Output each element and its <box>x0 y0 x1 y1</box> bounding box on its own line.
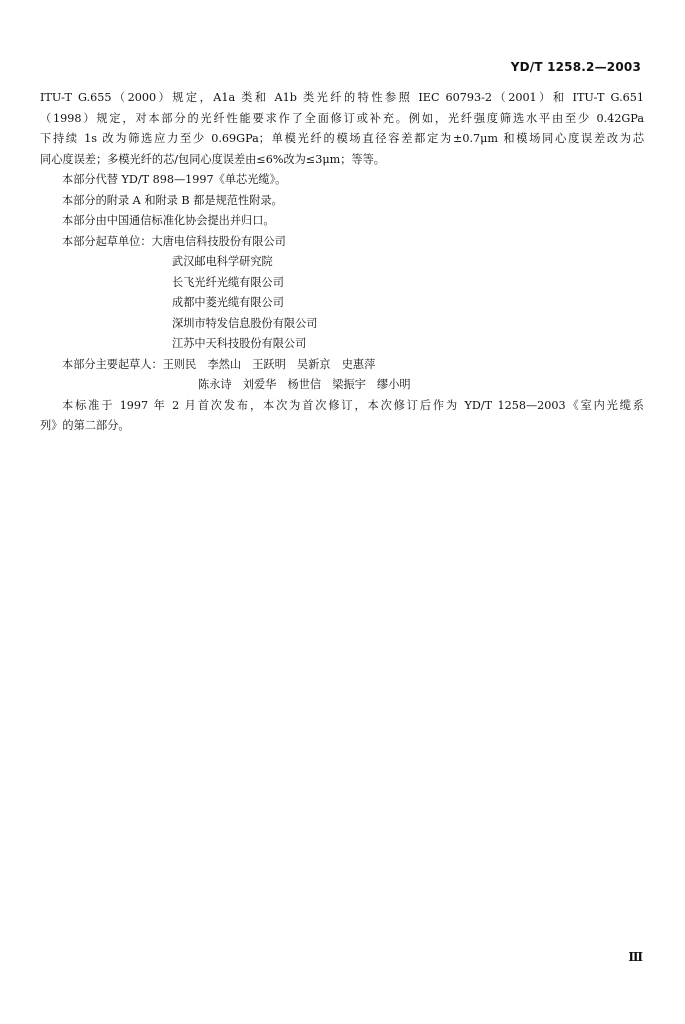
paragraph-line: 下持续 1s 改为筛选应力至少 0.69GPa；单模光纤的模场直径容差都定为±0.7μm 和模场同心度误差改为芯 <box>40 132 644 145</box>
history-statement-cont: 列》的第二部分。 <box>40 419 130 432</box>
drafters-names: 王则民 李然山 王跃明 吴新京 史惠萍 <box>162 357 376 371</box>
drafting-unit: 成都中菱光缆有限公司 <box>172 296 284 309</box>
drafters-names: 陈永诗 刘爱华 杨世信 梁振宇 缪小明 <box>198 378 411 391</box>
replaces-statement: 本部分代替 YD/T 898—1997《单芯光缆》。 <box>62 173 287 186</box>
drafting-unit: 大唐电信科技股份有限公司 <box>151 234 286 248</box>
drafting-unit: 武汉邮电科学研究院 <box>172 255 273 268</box>
drafting-units-label: 本部分起草单位： <box>62 234 152 248</box>
history-statement: 本标准于 1997 年 2 月首次发布，本次为首次修订，本次修订后作为 YD/T 1258—2003《室内光缆系 <box>62 398 644 412</box>
standard-number: YD/T 1258.2—2003 <box>510 60 641 74</box>
paragraph-line: ITU-T G.655（2000）规定，A1a 类和 A1b 类光纤的特性参照 IEC 60793-2（2001）和 ITU-T G.651 <box>40 91 644 104</box>
drafters-label: 本部分主要起草人： <box>62 357 163 371</box>
paragraph-line: 同心度误差；多模光纤的芯/包同心度误差由≤6%改为≤3μm；等等。 <box>40 152 385 166</box>
drafting-unit: 深圳市特发信息股份有限公司 <box>172 316 318 330</box>
proposer-statement: 本部分由中国通信标准化协会提出并归口。 <box>62 214 275 227</box>
drafters-first <box>40 355 644 376</box>
drafting-unit: 长飞光纤光缆有限公司 <box>172 275 284 289</box>
annex-statement: 本部分的附录 A 和附录 B 都是规范性附录。 <box>62 193 283 207</box>
paragraph-line: （1998）规定，对本部分的光纤性能要求作了全面修订或补充。例如，光纤强度筛选水平由至少 0.42GPa <box>40 111 644 125</box>
drafting-units-first <box>40 232 644 253</box>
foreword-body <box>40 88 644 437</box>
drafting-unit: 江苏中天科技股份有限公司 <box>172 337 307 350</box>
page-number: Ⅲ <box>628 950 643 964</box>
